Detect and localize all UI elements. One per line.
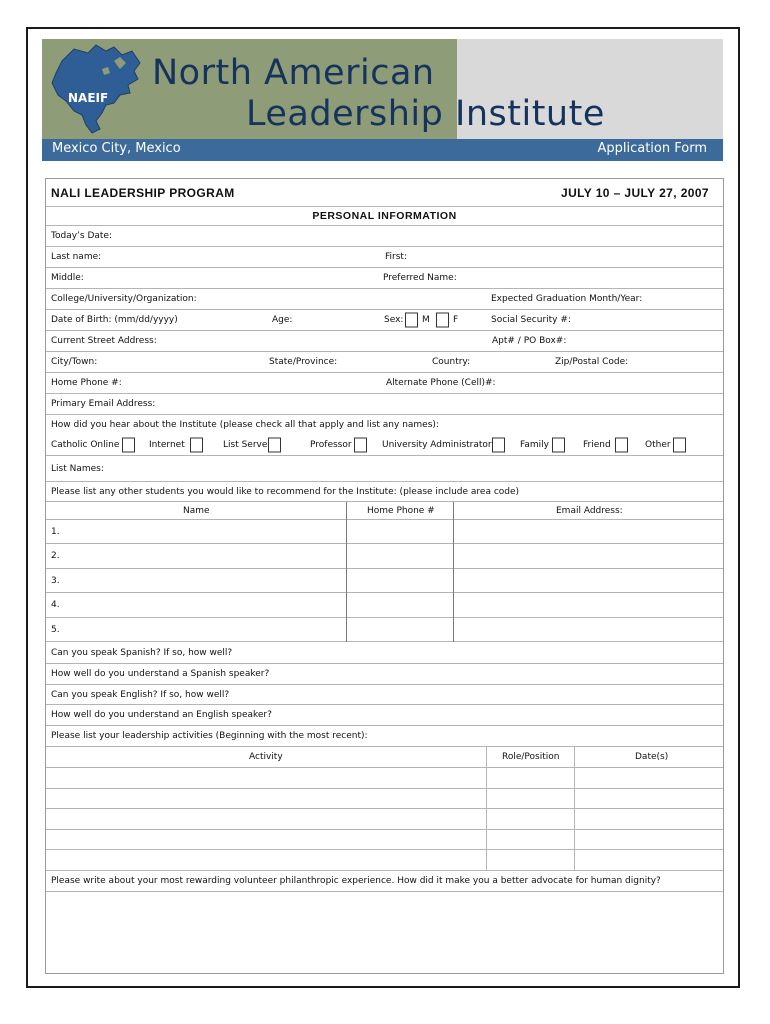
first-name-label: First: <box>385 252 407 262</box>
home-phone-label: Home Phone #: <box>51 378 122 388</box>
location-text: Mexico City, Mexico <box>52 141 181 156</box>
recommend-question-label: Please list any other students you would like to recommend for the Institute: (please include area code) <box>51 486 520 497</box>
volunteer-question-label: Please write about your most rewarding volunteer philanthropic experience. How did it make you a better advocate for human dignity? <box>51 876 661 886</box>
source-list-serve-checkbox[interactable] <box>268 438 281 453</box>
ssn-label: Social Security #: <box>491 315 571 325</box>
alt-phone-label: Alternate Phone (Cell)#: <box>386 378 496 388</box>
apt-label: Apt# / PO Box#: <box>492 336 567 346</box>
title-line-2 <box>246 94 605 134</box>
leadership-question-label: Please list your leadership activities (Beginning with the most recent): <box>51 731 368 741</box>
sex-f-checkbox[interactable] <box>436 313 449 328</box>
rec-header-email: Email Address: <box>556 505 623 516</box>
age-label: Age: <box>272 315 293 325</box>
application-form <box>45 178 724 974</box>
source-friend-checkbox[interactable] <box>615 438 628 453</box>
rec-header-name: Name <box>183 505 210 516</box>
spanish-understand-row[interactable] <box>46 664 723 685</box>
middle-row[interactable] <box>46 268 723 289</box>
act-col-divider-2 <box>574 747 575 871</box>
phone-row[interactable] <box>46 373 723 394</box>
title-institute: Institute <box>455 94 605 134</box>
rec-row-1[interactable] <box>46 520 723 544</box>
act-col-divider-1 <box>486 747 487 871</box>
program-dates: JULY 10 – JULY 27, 2007 <box>561 185 709 200</box>
rec-row-number: 2. <box>51 551 60 561</box>
rec-row-number: 5. <box>51 624 60 635</box>
source-list-serve-label: List Serve <box>223 440 268 450</box>
section-personal-title: PERSONAL INFORMATION <box>312 210 457 222</box>
dob-row[interactable] <box>46 310 723 331</box>
activity-row[interactable] <box>46 768 723 789</box>
city-row[interactable] <box>46 352 723 373</box>
source-professor-checkbox[interactable] <box>354 438 367 453</box>
rec-row-5[interactable] <box>46 618 723 642</box>
source-professor-label: Professor <box>310 440 352 450</box>
zip-label: Zip/Postal Code: <box>555 357 629 367</box>
source-family-checkbox[interactable] <box>552 438 565 453</box>
source-internet-label: Internet <box>149 440 185 450</box>
source-other-checkbox[interactable] <box>673 438 686 453</box>
email-row[interactable] <box>46 394 723 415</box>
state-label: State/Province: <box>269 357 338 367</box>
title-leadership: Leadership <box>246 94 444 134</box>
hear-question-row <box>46 415 723 435</box>
form-label-text: Application Form <box>597 141 707 156</box>
rec-row-number: 3. <box>51 575 60 586</box>
source-university-admin-label: University Administrator <box>382 440 492 450</box>
sex-f-label: F <box>453 315 459 325</box>
dob-label: Date of Birth: (mm/dd/yyyy) <box>51 315 178 325</box>
sources-row <box>46 435 723 456</box>
todays-date-row[interactable] <box>46 226 723 247</box>
rec-row-2[interactable] <box>46 544 723 569</box>
rec-row-number: 1. <box>51 526 60 537</box>
sex-label: Sex: <box>384 315 404 325</box>
activity-row[interactable] <box>46 850 723 871</box>
program-title: NALI LEADERSHIP PROGRAM <box>51 185 235 200</box>
naeif-logo-text: NAEIF <box>68 91 109 105</box>
act-header-dates: Date(s) <box>635 752 669 762</box>
rec-col-divider-1 <box>346 502 347 642</box>
middle-name-label: Middle: <box>51 273 84 283</box>
english-understand-label: How well do you understand an English speaker? <box>51 710 272 720</box>
english-speak-row[interactable] <box>46 685 723 705</box>
north-america-map-icon <box>44 41 148 137</box>
last-name-label: Last name: <box>51 252 102 262</box>
source-other-label: Other <box>645 440 671 450</box>
email-label: Primary Email Address: <box>51 399 156 409</box>
source-university-admin-checkbox[interactable] <box>492 438 505 453</box>
activity-row[interactable] <box>46 830 723 850</box>
volunteer-answer-area[interactable] <box>46 892 723 973</box>
source-friend-label: Friend <box>583 440 611 450</box>
source-catholic-online-checkbox[interactable] <box>122 438 135 453</box>
rec-header-phone: Home Phone # <box>367 505 435 516</box>
rec-row-3[interactable] <box>46 569 723 593</box>
street-row[interactable] <box>46 331 723 352</box>
activity-row[interactable] <box>46 789 723 809</box>
preferred-name-label: Preferred Name: <box>383 273 457 283</box>
english-understand-row[interactable] <box>46 705 723 726</box>
street-label: Current Street Address: <box>51 336 157 346</box>
college-label: College/University/Organization: <box>51 294 197 304</box>
spanish-understand-label: How well do you understand a Spanish speaker? <box>51 669 270 679</box>
source-internet-checkbox[interactable] <box>190 438 203 453</box>
act-header-activity: Activity <box>249 752 283 762</box>
rec-row-number: 4. <box>51 600 60 610</box>
program-row <box>46 179 723 207</box>
spanish-speak-label: Can you speak Spanish? If so, how well? <box>51 647 233 658</box>
source-family-label: Family <box>520 440 549 450</box>
country-label: Country: <box>432 357 471 367</box>
hear-question-label: How did you hear about the Institute (please check all that apply and list any names): <box>51 420 439 430</box>
name-row[interactable] <box>46 247 723 268</box>
college-row[interactable] <box>46 289 723 310</box>
header-banner <box>42 39 723 161</box>
rec-col-divider-2 <box>453 502 454 642</box>
act-header-row <box>46 747 723 768</box>
list-names-label: List Names: <box>51 463 104 474</box>
title-line-1: North American <box>152 53 435 93</box>
sex-m-checkbox[interactable] <box>405 313 418 328</box>
expected-grad-label: Expected Graduation Month/Year: <box>491 294 643 304</box>
spanish-speak-row[interactable] <box>46 642 723 664</box>
rec-row-4[interactable] <box>46 593 723 618</box>
act-header-role: Role/Position <box>502 752 560 762</box>
rec-header-row <box>46 502 723 520</box>
english-speak-label: Can you speak English? If so, how well? <box>51 689 230 700</box>
sex-m-label: M <box>422 315 430 325</box>
section-personal-row <box>46 207 723 226</box>
todays-date-label: Today’s Date: <box>51 231 112 241</box>
volunteer-question-row <box>46 871 723 892</box>
leadership-question-row <box>46 726 723 747</box>
list-names-row[interactable] <box>46 456 723 482</box>
activity-row[interactable] <box>46 809 723 830</box>
recommend-question-row <box>46 482 723 502</box>
city-label: City/Town: <box>51 357 98 367</box>
source-catholic-online-label: Catholic Online <box>51 440 120 450</box>
